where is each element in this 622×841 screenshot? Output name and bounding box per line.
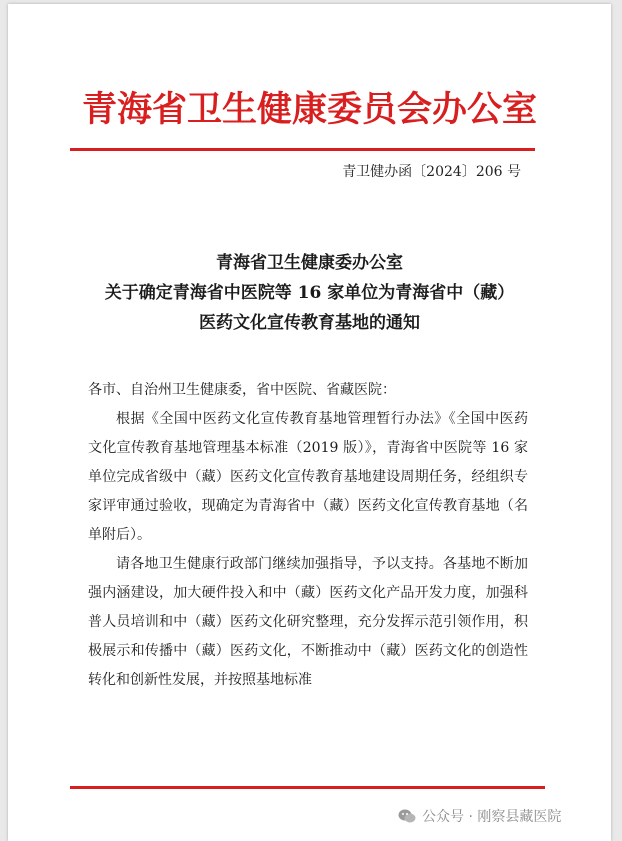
notice-title-line-1: 青海省卫生健康委办公室 [216, 253, 403, 273]
document-page [8, 4, 611, 841]
salutation: 各市、自治州卫生健康委，省中医院、省藏医院： [88, 382, 396, 398]
watermark-text: 公众号 · 刚察县藏医院 [422, 809, 562, 825]
notice-body [88, 376, 528, 695]
masthead-title: 青海省卫生健康委员会办公室 [81, 89, 537, 130]
notice-title-line-3: 医药文化宣传教育基地的通知 [199, 313, 420, 333]
document-number: 青卫健办函〔2024〕206 号 [342, 164, 521, 180]
body-paragraph-1: 根据《全国中医药文化宣传教育基地管理暂行办法》《全国中医药文化宣传教育基地管理基本标准（2019 版）》，青海省中医院等 16 家单位完成省级中（藏）医药文化宣传教育基地建设周期任务，经组织专家评审通过验收，现确定为青海省中（藏）医药文化宣传教育基地（名单附后）。 [88, 411, 528, 543]
wechat-official-account-icon [398, 808, 416, 824]
notice-title-line-2: 关于确定青海省中医院等 16 家单位为青海省中（藏） [104, 283, 515, 303]
masthead-red-rule [70, 148, 535, 151]
notice-title [8, 248, 611, 338]
body-paragraph-2: 请各地卫生健康行政部门继续加强指导，予以支持。各基地不断加强内涵建设，加大硬件投入和中（藏）医药文化产品开发力度，加强科普人员培训和中（藏）医药文化研究整理，充分发挥示范引领作用，积极展示和传播中（藏）医药文化，不断推动中（藏）医药文化的创造性转化和创新性发展，并按照基地标准 [88, 556, 528, 688]
wechat-watermark [398, 806, 561, 826]
footer-red-rule [70, 786, 545, 789]
